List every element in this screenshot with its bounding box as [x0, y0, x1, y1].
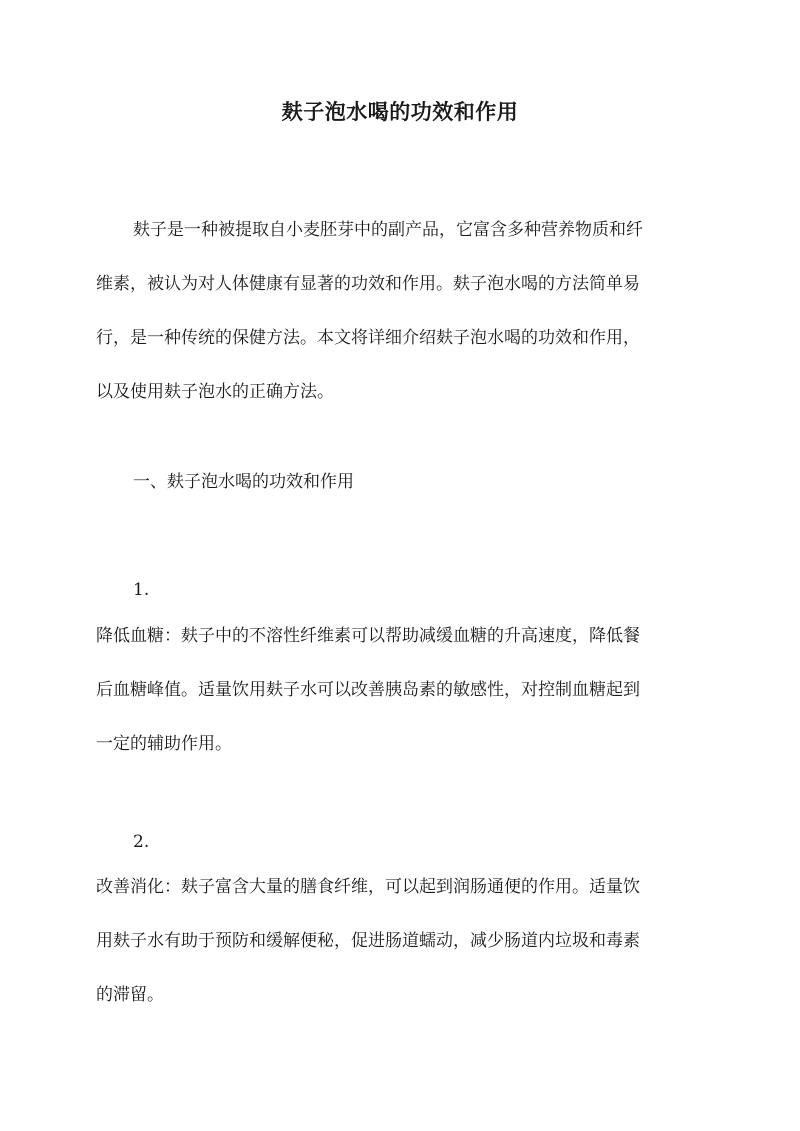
- intro-line: 以及使用麸子泡水的正确方法。: [96, 382, 334, 402]
- item-line: 一定的辅助作用。: [96, 734, 232, 754]
- intro-line: 麸子是一种被提取自小麦胚芽中的副产品，它富含多种营养物质和纤: [133, 220, 643, 240]
- intro-paragraph: [96, 203, 702, 419]
- item-line: 的滞留。: [96, 985, 164, 1005]
- item-paragraph: [96, 860, 702, 1022]
- section-heading: 一、麸子泡水喝的功效和作用: [133, 472, 354, 492]
- item-line: 改善消化：麸子富含大量的膳食纤维，可以起到润肠通便的作用。适量饮: [96, 877, 640, 897]
- item-line: 降低血糖：麸子中的不溶性纤维素可以帮助减缓血糖的升高速度，降低餐: [96, 626, 640, 646]
- item-line: 后血糖峰值。适量饮用麸子水可以改善胰岛素的敏感性，对控制血糖起到: [96, 680, 640, 700]
- item-number: 2.: [133, 832, 150, 852]
- intro-line: 维素，被认为对人体健康有显著的功效和作用。麸子泡水喝的方法简单易: [96, 274, 640, 294]
- item-number: 1.: [133, 580, 150, 600]
- item-paragraph: [96, 609, 702, 771]
- item-line: 用麸子水有助于预防和缓解便秘，促进肠道蠕动，减少肠道内垃圾和毒素: [96, 931, 640, 951]
- document-title: 麸子泡水喝的功效和作用: [281, 99, 519, 124]
- intro-line: 行，是一种传统的保健方法。本文将详细介绍麸子泡水喝的功效和作用，: [96, 328, 640, 348]
